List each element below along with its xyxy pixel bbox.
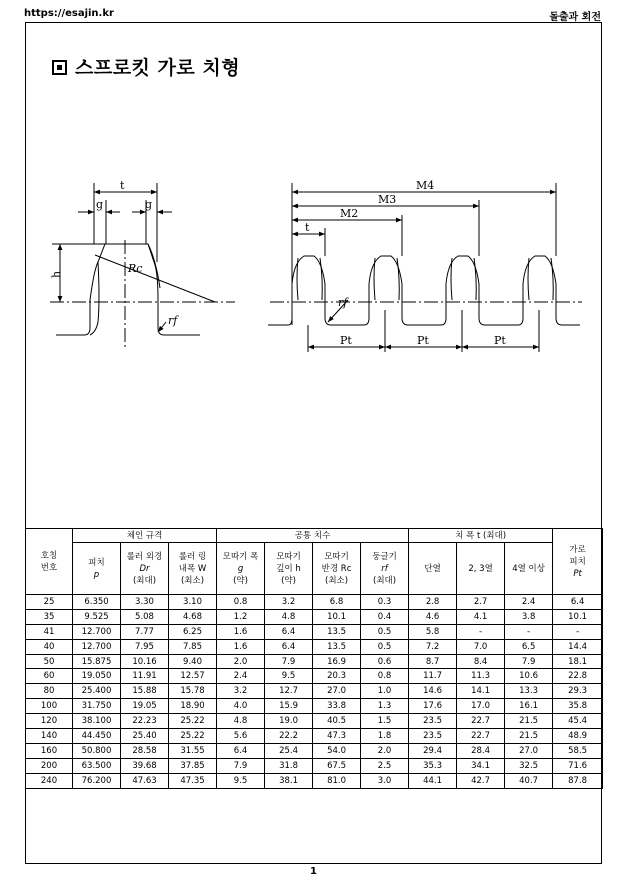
table-cell: 7.77 xyxy=(121,624,169,639)
table-row xyxy=(26,609,603,624)
table-cell: 7.0 xyxy=(457,639,505,654)
table-cell: 1.2 xyxy=(217,609,265,624)
table-cell: 0.5 xyxy=(361,624,409,639)
table-cell: 6.4 xyxy=(265,639,313,654)
table-cell: 1.8 xyxy=(361,729,409,744)
table-cell: 47.3 xyxy=(313,729,361,744)
table-cell: 13.3 xyxy=(505,684,553,699)
table-cell: 240 xyxy=(26,773,73,788)
table-cell: 6.8 xyxy=(313,595,361,610)
table-cell: 44.1 xyxy=(409,773,457,788)
table-cell: 19.0 xyxy=(265,714,313,729)
table-row xyxy=(26,669,603,684)
table-cell: 6.4 xyxy=(553,595,603,610)
table-cell: 15.9 xyxy=(265,699,313,714)
table-cell: 10.1 xyxy=(313,609,361,624)
col-single: 단열 xyxy=(409,543,457,595)
table-cell: 22.7 xyxy=(457,714,505,729)
table-cell: 3.30 xyxy=(121,595,169,610)
table-cell: 21.5 xyxy=(505,729,553,744)
table-cell: 14.1 xyxy=(457,684,505,699)
table-cell: 140 xyxy=(26,729,73,744)
table-cell: 3.8 xyxy=(505,609,553,624)
table-cell: 4.6 xyxy=(409,609,457,624)
table-cell: 32.5 xyxy=(505,758,553,773)
table-row xyxy=(26,699,603,714)
right-teeth-figure xyxy=(268,183,582,352)
table-cell: 2.7 xyxy=(457,595,505,610)
col-pitch-t: 가로 피치 Pt xyxy=(553,529,603,595)
table-cell: 0.3 xyxy=(361,595,409,610)
table-cell: 41 xyxy=(26,624,73,639)
right-dim-rf: rf xyxy=(338,296,348,309)
table-row xyxy=(26,639,603,654)
table-cell: 0.8 xyxy=(217,595,265,610)
right-dim-m4: M4 xyxy=(416,179,435,192)
table-cell: 9.525 xyxy=(73,609,121,624)
col-quad: 4열 이상 xyxy=(505,543,553,595)
table-cell: 5.6 xyxy=(217,729,265,744)
col-roller-od: 롤러 외경 Dr (최대) xyxy=(121,543,169,595)
table-cell: 5.8 xyxy=(409,624,457,639)
table-cell: 31.750 xyxy=(73,699,121,714)
table-cell: 10.16 xyxy=(121,654,169,669)
table-cell: 15.88 xyxy=(121,684,169,699)
table-cell: 38.100 xyxy=(73,714,121,729)
table-cell: 7.9 xyxy=(505,654,553,669)
table-cell: 5.08 xyxy=(121,609,169,624)
table-cell: 0.4 xyxy=(361,609,409,624)
table-cell: 87.8 xyxy=(553,773,603,788)
table-cell: 31.8 xyxy=(265,758,313,773)
table-cell: 4.1 xyxy=(457,609,505,624)
table-cell: 34.1 xyxy=(457,758,505,773)
table-cell: 9.40 xyxy=(169,654,217,669)
table-cell: 15.875 xyxy=(73,654,121,669)
table-cell: 29.3 xyxy=(553,684,603,699)
table-cell: 25.22 xyxy=(169,714,217,729)
table-cell: - xyxy=(457,624,505,639)
table-cell: 13.5 xyxy=(313,624,361,639)
table-cell: 22.23 xyxy=(121,714,169,729)
right-dim-pt1: Pt xyxy=(340,334,352,347)
left-tooth-figure xyxy=(50,183,235,348)
table-cell: 7.85 xyxy=(169,639,217,654)
table-cell: 1.0 xyxy=(361,684,409,699)
table-cell: 22.2 xyxy=(265,729,313,744)
table-cell: 50 xyxy=(26,654,73,669)
right-dim-m2: M2 xyxy=(340,207,359,220)
table-cell: 19.050 xyxy=(73,669,121,684)
table-cell: 6.25 xyxy=(169,624,217,639)
table-cell: 25 xyxy=(26,595,73,610)
table-cell: 3.2 xyxy=(217,684,265,699)
table-cell: 7.95 xyxy=(121,639,169,654)
table-cell: 16.1 xyxy=(505,699,553,714)
left-dim-rc: Rc xyxy=(128,262,143,275)
table-cell: 17.0 xyxy=(457,699,505,714)
table-cell: 120 xyxy=(26,714,73,729)
col-chamfer-r: 모따기 반경 Rc (최소) xyxy=(313,543,361,595)
group-width: 치 폭 t (최대) xyxy=(409,529,553,543)
group-chain: 체인 규격 xyxy=(73,529,217,543)
table-cell: 47.35 xyxy=(169,773,217,788)
table-cell: 35.8 xyxy=(553,699,603,714)
table-cell: 60 xyxy=(26,669,73,684)
category-label: 돌출과 회전 xyxy=(549,12,601,23)
table-cell: 6.4 xyxy=(217,743,265,758)
table-cell: 3.10 xyxy=(169,595,217,610)
table-cell: 45.4 xyxy=(553,714,603,729)
table-row xyxy=(26,595,603,610)
table-row xyxy=(26,729,603,744)
table-cell: 1.3 xyxy=(361,699,409,714)
table-cell: 40.7 xyxy=(505,773,553,788)
table-cell: 18.1 xyxy=(553,654,603,669)
table-cell: 100 xyxy=(26,699,73,714)
table-cell: 6.350 xyxy=(73,595,121,610)
table-cell: 44.450 xyxy=(73,729,121,744)
table-cell: 3.2 xyxy=(265,595,313,610)
table-cell: 0.6 xyxy=(361,654,409,669)
right-dim-m3: M3 xyxy=(378,193,397,206)
table-cell: 2.4 xyxy=(217,669,265,684)
table-cell: 23.5 xyxy=(409,714,457,729)
table-cell: 35.3 xyxy=(409,758,457,773)
col-double: 2, 3열 xyxy=(457,543,505,595)
table-cell: 50.800 xyxy=(73,743,121,758)
table-cell: 25.22 xyxy=(169,729,217,744)
table-cell: 4.8 xyxy=(217,714,265,729)
table-cell: 2.8 xyxy=(409,595,457,610)
site-url[interactable]: https://esajin.kr xyxy=(24,8,114,19)
table-cell: 27.0 xyxy=(313,684,361,699)
table-cell: 29.4 xyxy=(409,743,457,758)
table-cell: 4.8 xyxy=(265,609,313,624)
table-cell: 15.78 xyxy=(169,684,217,699)
table-cell: 22.7 xyxy=(457,729,505,744)
table-cell: 48.9 xyxy=(553,729,603,744)
table-cell: 80 xyxy=(26,684,73,699)
table-cell: 71.6 xyxy=(553,758,603,773)
table-cell: 1.6 xyxy=(217,639,265,654)
table-cell: 25.40 xyxy=(121,729,169,744)
table-row xyxy=(26,624,603,639)
table-cell: 28.4 xyxy=(457,743,505,758)
table-cell: 63.500 xyxy=(73,758,121,773)
table-cell: 2.0 xyxy=(217,654,265,669)
table-cell: 20.3 xyxy=(313,669,361,684)
table-cell: 11.3 xyxy=(457,669,505,684)
table-cell: 28.58 xyxy=(121,743,169,758)
table-cell: - xyxy=(505,624,553,639)
right-dim-pt3: Pt xyxy=(494,334,506,347)
left-dim-rf: rf xyxy=(168,314,178,327)
page-number: 1 xyxy=(310,866,317,877)
table-cell: 67.5 xyxy=(313,758,361,773)
table-cell: 17.6 xyxy=(409,699,457,714)
right-dim-t: t xyxy=(305,221,310,234)
table-cell: 58.5 xyxy=(553,743,603,758)
left-dim-t: t xyxy=(120,179,125,192)
table-cell: 8.7 xyxy=(409,654,457,669)
page-title-text: 스프로킷 가로 치형 xyxy=(75,57,241,79)
table-cell: 21.5 xyxy=(505,714,553,729)
table-cell: 16.9 xyxy=(313,654,361,669)
left-dim-g2: g xyxy=(145,198,153,211)
table-cell: 9.5 xyxy=(217,773,265,788)
col-pitch: 피치 p xyxy=(73,543,121,595)
table-row xyxy=(26,773,603,788)
col-nominal: 호칭 번호 xyxy=(26,529,73,595)
table-cell: 13.5 xyxy=(313,639,361,654)
table-cell: 7.9 xyxy=(265,654,313,669)
table-cell: 10.1 xyxy=(553,609,603,624)
table-cell: 18.90 xyxy=(169,699,217,714)
table-cell: 1.6 xyxy=(217,624,265,639)
sprocket-spec-table xyxy=(25,528,603,789)
table-row xyxy=(26,714,603,729)
col-round: 둥글기 rf (최대) xyxy=(361,543,409,595)
table-cell: 10.6 xyxy=(505,669,553,684)
left-dim-h: h xyxy=(50,270,63,278)
table-cell: 200 xyxy=(26,758,73,773)
table-cell: 23.5 xyxy=(409,729,457,744)
table-cell: 2.4 xyxy=(505,595,553,610)
table-cell: 33.8 xyxy=(313,699,361,714)
table-cell: 31.55 xyxy=(169,743,217,758)
col-roller-w: 롤러 링 내폭 W (최소) xyxy=(169,543,217,595)
table-cell: 81.0 xyxy=(313,773,361,788)
table-cell: 40 xyxy=(26,639,73,654)
table-row xyxy=(26,758,603,773)
table-cell: 4.68 xyxy=(169,609,217,624)
table-cell: 11.91 xyxy=(121,669,169,684)
table-cell: 9.5 xyxy=(265,669,313,684)
spec-table-body xyxy=(26,595,603,789)
table-row xyxy=(26,743,603,758)
table-row xyxy=(26,654,603,669)
table-cell: 11.7 xyxy=(409,669,457,684)
table-cell: 76.200 xyxy=(73,773,121,788)
table-cell: 14.6 xyxy=(409,684,457,699)
table-cell: 22.8 xyxy=(553,669,603,684)
table-cell: 2.5 xyxy=(361,758,409,773)
table-cell: 25.400 xyxy=(73,684,121,699)
table-cell: - xyxy=(553,624,603,639)
table-cell: 12.57 xyxy=(169,669,217,684)
table-cell: 4.0 xyxy=(217,699,265,714)
table-cell: 19.05 xyxy=(121,699,169,714)
right-dim-pt2: Pt xyxy=(417,334,429,347)
table-cell: 6.4 xyxy=(265,624,313,639)
table-cell: 39.68 xyxy=(121,758,169,773)
table-cell: 0.5 xyxy=(361,639,409,654)
table-cell: 12.700 xyxy=(73,624,121,639)
table-row xyxy=(26,684,603,699)
left-dim-g1: g xyxy=(96,198,104,211)
table-cell: 7.2 xyxy=(409,639,457,654)
group-common: 공통 치수 xyxy=(217,529,409,543)
table-cell: 160 xyxy=(26,743,73,758)
table-cell: 38.1 xyxy=(265,773,313,788)
table-cell: 3.0 xyxy=(361,773,409,788)
table-cell: 12.7 xyxy=(265,684,313,699)
table-cell: 42.7 xyxy=(457,773,505,788)
table-cell: 35 xyxy=(26,609,73,624)
table-cell: 40.5 xyxy=(313,714,361,729)
table-cell: 54.0 xyxy=(313,743,361,758)
col-chamfer-w: 모따기 폭 g (약) xyxy=(217,543,265,595)
table-cell: 12.700 xyxy=(73,639,121,654)
table-cell: 0.8 xyxy=(361,669,409,684)
table-cell: 8.4 xyxy=(457,654,505,669)
table-cell: 2.0 xyxy=(361,743,409,758)
table-cell: 7.9 xyxy=(217,758,265,773)
table-cell: 47.63 xyxy=(121,773,169,788)
table-cell: 37.85 xyxy=(169,758,217,773)
table-cell: 14.4 xyxy=(553,639,603,654)
table-cell: 25.4 xyxy=(265,743,313,758)
table-cell: 27.0 xyxy=(505,743,553,758)
col-chamfer-d: 모따기 깊이 h (약) xyxy=(265,543,313,595)
table-cell: 1.5 xyxy=(361,714,409,729)
table-cell: 6.5 xyxy=(505,639,553,654)
